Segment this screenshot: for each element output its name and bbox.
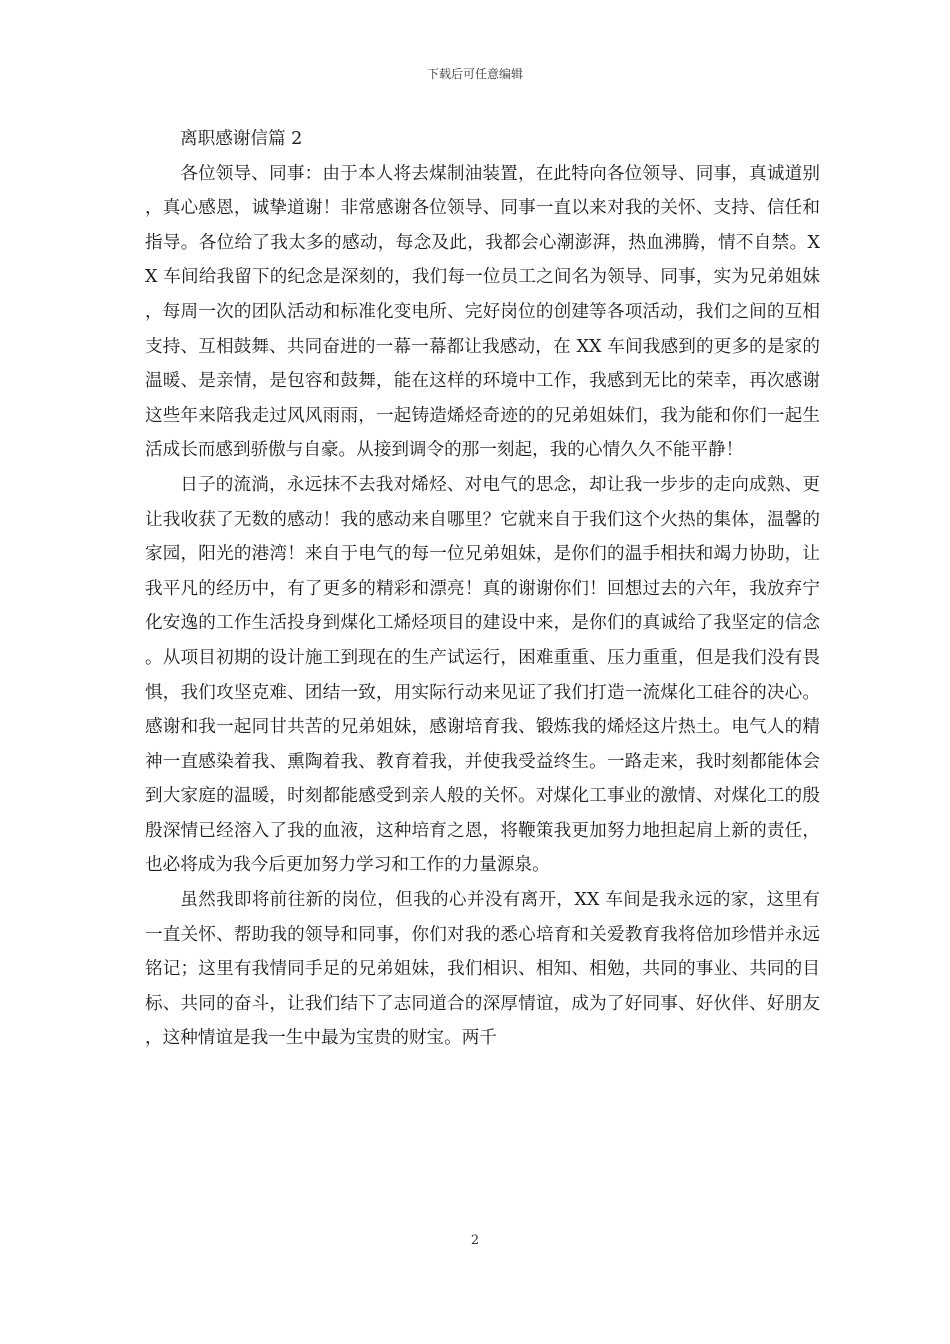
document-title: 离职感谢信篇 2 [180,129,303,149]
paragraph-1: 各位领导、同事：由于本人将去煤制油装置，在此特向各位领导、同事，真诚道别，真心感恩，诚挚道谢！非常感谢各位领导、同事一直以来对我的关怀、支持、信任和指导。各位给了我太多的感动，每念及此，我都会心潮澎湃，热血沸腾，情不自禁。XX 车间给我留下的纪念是深刻的，我们每一位员工之间名为领导、同事，实为兄弟姐妹，每周一次的团队活动和标准化变电所、完好岗位的创建等各项活动，我们之间的互相支持、互相鼓舞、共同奋进的一幕一幕都让我感动，在 XX 车间我感到的更多的是家的温暖、是亲情，是包容和鼓舞，能在这样的环境中工作，我感到无比的荣幸，再次感谢这些年来陪我走过风风雨雨，一起铸造烯烃奇迹的的兄弟姐妹们，我为能和你们一起生活成长而感到骄傲与自豪。从接到调令的那一刻起，我的心情久久不能平静！ [145,163,820,461]
page-header: 下载后可任意编辑 [426,67,523,81]
page-number: 2 [470,1233,480,1248]
paragraph-2: 日子的流淌，永远抹不去我对烯烃、对电气的思念，却让我一步步的走向成熟、更让我收获了无数的感动！我的感动来自哪里？它就来自于我们这个火热的集体，温馨的家园，阳光的港湾！来自于电气的每一位兄弟姐妹，是你们的温手相扶和竭力协助，让我平凡的经历中，有了更多的精彩和漂亮！真的谢谢你们！回想过去的六年，我放弃宁化安逸的工作生活投身到煤化工烯烃项目的建设中来，是你们的真诚给了我坚定的信念。从项目初期的设计施工到现在的生产试运行，困难重重、压力重重，但是我们没有畏惧，我们攻坚克难、团结一致，用实际行动来见证了我们打造一流煤化工硅谷的决心。感谢和我一起同甘共苦的兄弟姐妹，感谢培育我、锻炼我的烯烃这片热土。电气人的精神一直感染着我、熏陶着我、教育着我，并使我受益终生。一路走来，我时刻都能体会到大家庭的温暖，时刻都能感受到亲人般的关怀。对煤化工事业的激情、对煤化工的殷殷深情已经溶入了我的血液，这种培育之恩，将鞭策我更加努力地担起肩上新的责任，也必将成为我今后更加努力学习和工作的力量源泉。 [145,474,820,876]
document-body [145,122,820,1056]
paragraph-3: 虽然我即将前往新的岗位，但我的心并没有离开，XX 车间是我永远的家，这里有一直关怀、帮助我的领导和同事，你们对我的悉心培育和关爱教育我将倍加珍惜并永远铭记；这里有我情同手足的兄弟姐妹，我们相识、相知、相勉，共同的事业、共同的目标、共同的奋斗，让我们结下了志同道合的深厚情谊，成为了好同事、好伙伴、好朋友，这种情谊是我一生中最为宝贵的财宝。两千 [145,890,820,1049]
